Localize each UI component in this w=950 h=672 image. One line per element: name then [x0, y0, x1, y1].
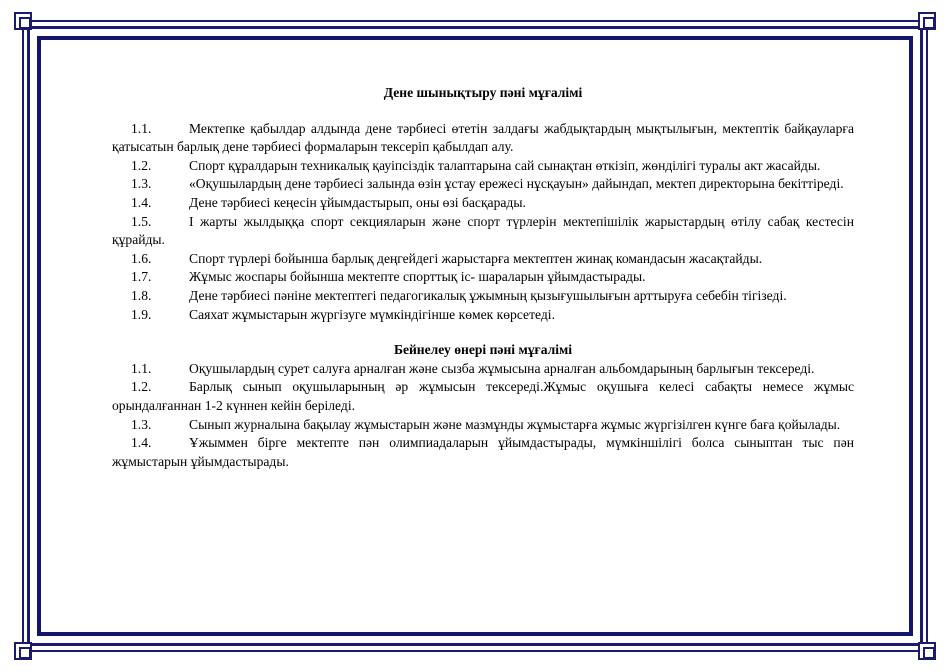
list-item [112, 378, 854, 415]
item-text: Спорт түрлері бойынша барлық деңгейдегі жарыстарға мектептен жинақ командасын жасақтайды. [189, 250, 763, 266]
section-title-physical-education: Дене шынықтыру пәні мұғалімі [383, 85, 583, 100]
list-item [112, 213, 854, 250]
item-text: І жарты жылдыққа спорт секцияларын және спорт түрлерін мектепішілік жарыстардың өтілу сабақ кестесін құрайды. [112, 213, 854, 248]
section-title-fine-arts: Бейнелеу өнері пәні мұғалімі [393, 342, 573, 358]
list-item [112, 306, 854, 325]
list-item [112, 194, 854, 213]
corner-ornament-bottom-left [14, 642, 32, 660]
item-number: 1.3. [131, 416, 152, 432]
item-text: Жұмыс жоспары бойынша мектепте спорттық іс- шараларын ұйымдастырады. [189, 269, 646, 285]
corner-ornament-bottom-right [918, 642, 936, 660]
list-item [112, 360, 854, 379]
list-item [112, 175, 854, 194]
corner-ornament-top-left [14, 12, 32, 30]
item-text: Дене тәрбиесі пәніне мектептегі педагогикалық ұжымның қызығушылығын арттыруға себебін тігізеді. [189, 287, 787, 303]
item-text: Спорт құралдарын техникалық қауіпсіздік талаптарына сай сынақтан өткізіп, жөнділігі туралы акт жасайды. [189, 157, 821, 173]
list-item [112, 268, 854, 287]
list-item [112, 250, 854, 269]
list-item [112, 157, 854, 176]
item-text: Оқушылардың сурет салуға арналған және сызба жұмысына арналған альбомдарының барлығын тексереді. [189, 360, 815, 376]
item-number: 1.7. [131, 269, 152, 285]
item-text: «Оқушылардың дене тәрбиесі залында өзін ұстау ережесі нұсқауын» дайындап, мектеп директорына бекіттіреді. [189, 176, 844, 192]
item-number: 1.4. [131, 435, 152, 451]
item-number: 1.4. [131, 194, 152, 210]
item-text: Сынып журналына бақылау жұмыстарын және мазмұнды жұмыстарға жұмыс жүргізілген күнге баға қойылады. [189, 416, 841, 432]
item-number: 1.1. [131, 360, 152, 376]
list-item [112, 434, 854, 471]
item-number: 1.2. [131, 157, 152, 173]
item-text: Ұжыммен бірге мектепте пән олимпиадаларын ұйымдастырады, мүмкіншілігі болса сыныптан тыс пән жұмыстарын ұйымдастырады. [112, 435, 854, 469]
item-number: 1.8. [131, 287, 152, 303]
document-content [112, 84, 854, 471]
item-number: 1.2. [131, 379, 152, 395]
item-number: 1.9. [131, 306, 152, 322]
list-item [112, 287, 854, 306]
item-number: 1.5. [131, 213, 152, 229]
item-text: Дене тәрбиесі кеңесін ұйымдастырып, оны өзі басқарады. [189, 194, 526, 210]
list-item [112, 120, 854, 157]
item-number: 1.1. [131, 120, 152, 136]
list-item [112, 416, 854, 435]
item-text: Мектепке қабылдар алдында дене тәрбиесі өтетін залдағы жабдықтардың мықтылығын, мектептік байқауларға қатысатын барлық дене тәрбиесі формаларын тексеріп қабылдап алу. [112, 120, 854, 155]
item-number: 1.3. [131, 176, 152, 192]
item-text: Саяхат жұмыстарын жүргізуге мүмкіндігінше көмек көрсетеді. [189, 306, 555, 322]
corner-ornament-top-right [918, 12, 936, 30]
item-text: Барлық сынып оқушыларының әр жұмысын тексереді.Жұмыс оқушыға келесі сабақты немесе жұмыс орындалғаннан 1-2 күннен кейін беріледі. [112, 379, 854, 413]
item-number: 1.6. [131, 250, 152, 266]
